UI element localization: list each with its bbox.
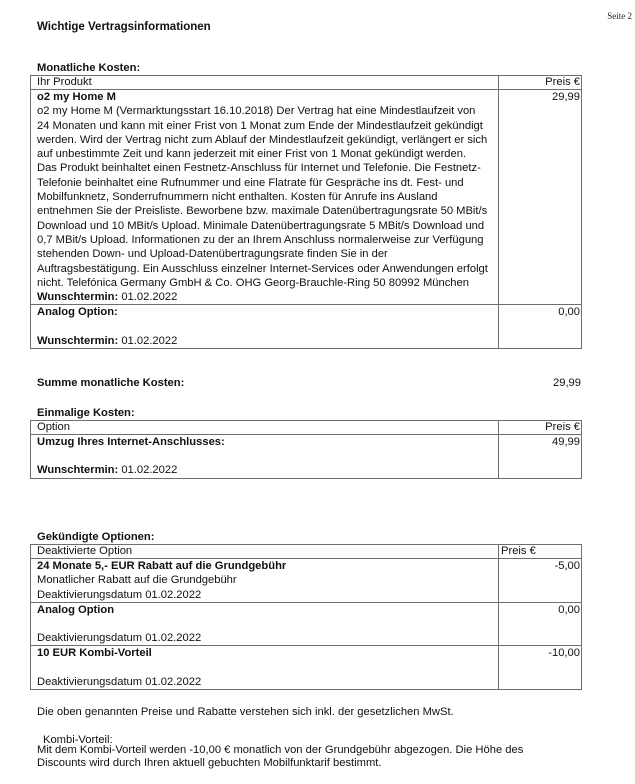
table-row: [31, 602, 582, 646]
table-row: [31, 90, 582, 305]
cancelled-options-table: [30, 544, 582, 690]
table-row: [31, 435, 582, 479]
document-title: Wichtige Vertragsinformationen: [37, 21, 211, 33]
table-header-row: [31, 545, 582, 559]
desired-date: [37, 290, 497, 304]
cancelled-options-heading: Gekündigte Optionen:: [37, 531, 155, 543]
desired-date-value: 01.02.2022: [121, 464, 178, 477]
column-header-price: Preis €: [499, 76, 582, 90]
onetime-costs-heading: Einmalige Kosten:: [37, 407, 135, 419]
option-description: Monatlicher Rabatt auf die Grundgebühr: [37, 574, 237, 587]
price-cell: -10,00: [499, 646, 582, 690]
price-cell: 29,99: [499, 90, 582, 305]
deactivation-date: Deaktivierungsdatum 01.02.2022: [37, 675, 202, 688]
deactivation-date: Deaktivierungsdatum 01.02.2022: [37, 588, 202, 601]
price-cell: -5,00: [499, 559, 582, 603]
desired-date-label: Wunschtermin:: [37, 334, 119, 347]
table-header-row: [31, 76, 582, 90]
option-cell: [31, 559, 499, 603]
price-cell: 49,99: [499, 435, 582, 479]
column-header-price: Preis €: [499, 545, 582, 559]
desired-date: [37, 334, 497, 348]
table-row: [31, 559, 582, 603]
product-cell: [31, 305, 499, 349]
option-name: Umzug Ihres Internet-Anschlusses:: [37, 436, 225, 448]
monthly-costs-table: [30, 75, 582, 349]
monthly-sum-value: 29,99: [553, 377, 581, 389]
table-row: [31, 305, 582, 349]
page-number: Seite 2: [607, 11, 632, 21]
monthly-costs-heading: Monatliche Kosten:: [37, 62, 141, 74]
option-cell: [31, 602, 499, 646]
price-cell: 0,00: [499, 602, 582, 646]
monthly-sum-label: Summe monatliche Kosten:: [37, 377, 185, 389]
vat-note: Die oben genannten Preise und Rabatte verstehen sich inkl. der gesetzlichen MwSt.: [37, 706, 454, 718]
desired-date-value: 01.02.2022: [121, 291, 178, 304]
column-header-price: Preis €: [499, 421, 582, 435]
product-name: o2 my Home M: [37, 91, 116, 103]
table-header-row: [31, 421, 582, 435]
column-header-deactivated-option: Deaktivierte Option: [31, 545, 499, 559]
kombi-text-line-2: Discounts wird durch Ihren aktuell gebuchten Mobilfunktarif bestimmt.: [37, 757, 382, 769]
desired-date-value: 01.02.2022: [121, 334, 178, 347]
onetime-costs-table: [30, 420, 582, 479]
option-name: Analog Option: [37, 603, 115, 616]
kombi-text-line-1: Mit dem Kombi-Vorteil werden -10,00 € monatlich von der Grundgebühr abgezogen. Die Höhe des: [37, 744, 524, 756]
table-row: [31, 646, 582, 690]
kombi-heading: Kombi-Vorteil:: [43, 734, 113, 746]
product-description: o2 my Home M (Vermarktungsstart 16.10.2018) Der Vertrag hat eine Mindestlaufzeit von 24 Monaten und kann mit einer Frist von 1 Monat zum Ende der Mindestlaufzeit gekündigt werden. Wird der Vertrag nicht zum Ablauf der Mindestlaufzeit gekündigt, verlängert er sich auf unbestimmte Zeit und kann jederzeit mit einer Frist von 1 Monat gekündigt werden. Das Produkt beinhaltet einen Festnetz-Anschluss für Internet und Telefonie. Die Festnetz-Telefonie beinhaltet eine Rufnummer und eine Flatrate für Gespräche ins dt. Fest- und Mobilfunknetz, Sonderrufnummern nicht enthalten. Kosten für Anrufe ins Ausland entnehmen Sie der Preisliste. Beworbene bzw. maximale Datenübertragungsrate 50 MBit/s Download und 10 MBit/s Upload. Minimale Datenübertragungsrate 5 MBit/s Download und 0,7 MBit/s Upload. Informationen zu der an Ihrem Anschluss normalerweise zur Verfügung stehenden Down- und Upload-Datenübertragungsrate finden Sie in der Auftragsbestätigung. Ein Ausschluss einzelner Internet-Services oder Anwendungen erfolgt nicht. Telefónica Germany GmbH & Co. OHG Georg-Brauchle-Ring 50 80992 München: [37, 105, 488, 289]
option-name: 10 EUR Kombi-Vorteil: [37, 647, 152, 660]
product-cell: [31, 90, 499, 305]
desired-date: [37, 463, 497, 477]
desired-date-label: Wunschtermin:: [37, 464, 119, 477]
price-cell: 0,00: [499, 305, 582, 349]
deactivation-date: Deaktivierungsdatum 01.02.2022: [37, 632, 202, 645]
option-cell: [31, 435, 499, 479]
product-name: Analog Option:: [37, 306, 118, 319]
column-header-product: Ihr Produkt: [31, 76, 499, 90]
column-header-option: Option: [31, 421, 499, 435]
option-cell: [31, 646, 499, 690]
desired-date-label: Wunschtermin:: [37, 291, 119, 304]
option-name: 24 Monate 5,- EUR Rabatt auf die Grundgebühr: [37, 560, 287, 572]
